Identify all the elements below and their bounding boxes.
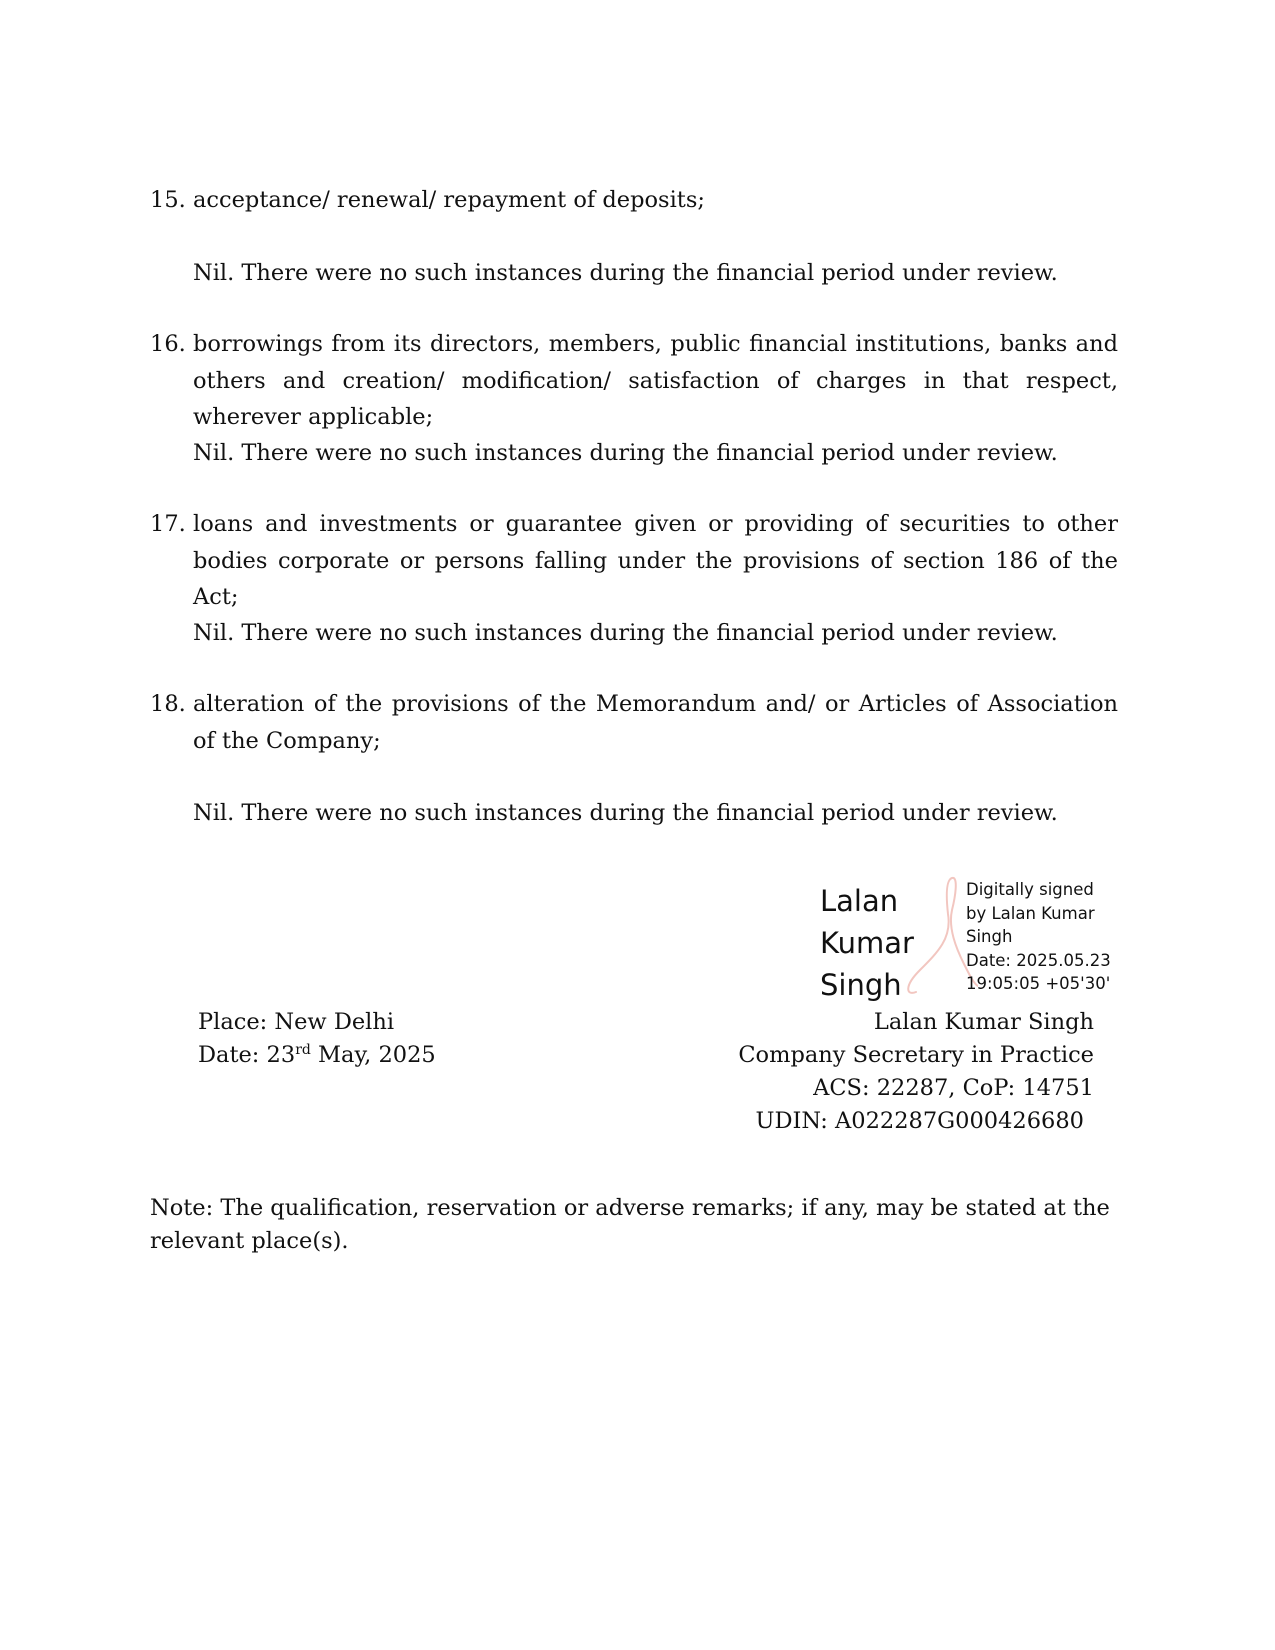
signatory-title: Company Secretary in Practice	[738, 1042, 1094, 1068]
signature-detail-line: Digitally signed	[966, 880, 1094, 899]
list-item-17	[150, 506, 1118, 616]
item-text: loans and investments or guarantee given or providing of securities to other bodies corporate or persons falling under the provisions of section 186 of the Act;	[193, 511, 1118, 610]
item-result-15: Nil. There were no such instances during the financial period under review.	[193, 260, 1058, 286]
signature-detail-line: Singh	[966, 927, 1013, 946]
date-suffix: May, 2025	[310, 1042, 436, 1068]
item-result-16: Nil. There were no such instances during the financial period under review.	[193, 440, 1058, 466]
item-text: alteration of the provisions of the Memorandum and/ or Articles of Association of the Company;	[193, 691, 1118, 754]
item-result-17: Nil. There were no such instances during the financial period under review.	[193, 620, 1058, 646]
signatory-name: Lalan Kumar Singh	[873, 1009, 1094, 1035]
date-text	[198, 1039, 436, 1072]
signatory-block	[700, 1006, 1094, 1138]
place-date-block	[198, 1006, 436, 1072]
item-text: acceptance/ renewal/ repayment of deposits;	[193, 187, 705, 213]
signatory-membership: ACS: 22287, CoP: 14751	[813, 1075, 1094, 1101]
list-item-15	[150, 182, 1118, 219]
list-item-18	[150, 686, 1118, 759]
signature-name-line: Kumar	[820, 926, 914, 960]
item-number: 15.	[150, 187, 186, 213]
item-number: 18.	[150, 691, 186, 717]
signature-details	[966, 878, 1111, 996]
date-prefix: Date: 23	[198, 1042, 296, 1068]
signature-detail-line: by Lalan Kumar	[966, 903, 1095, 923]
date-ordinal: rd	[295, 1042, 311, 1058]
place-text: Place: New Delhi	[198, 1009, 395, 1035]
footnote: Note: The qualification, reservation or adverse remarks; if any, may be stated at the relevant place(s).	[150, 1195, 1110, 1254]
signature-name-line: Singh	[820, 968, 902, 1002]
signature-detail-line: 19:05:05 +05'30'	[966, 974, 1111, 993]
digital-signature	[820, 874, 1111, 1002]
signature-detail-line: Date: 2025.05.23	[966, 950, 1111, 970]
item-number: 16.	[150, 331, 186, 357]
signature-name-line: Lalan	[820, 884, 899, 918]
item-text: borrowings from its directors, members, public financial institutions, banks and others and creation/ modification/ satisfaction of charges in that respect, wherever applicable;	[193, 331, 1118, 430]
signatory-udin: UDIN: A022287G000426680	[755, 1108, 1084, 1134]
item-number: 17.	[150, 511, 186, 537]
list-item-16	[150, 326, 1118, 436]
signature-name	[820, 880, 914, 1006]
item-result-18: Nil. There were no such instances during the financial period under review.	[193, 800, 1058, 826]
